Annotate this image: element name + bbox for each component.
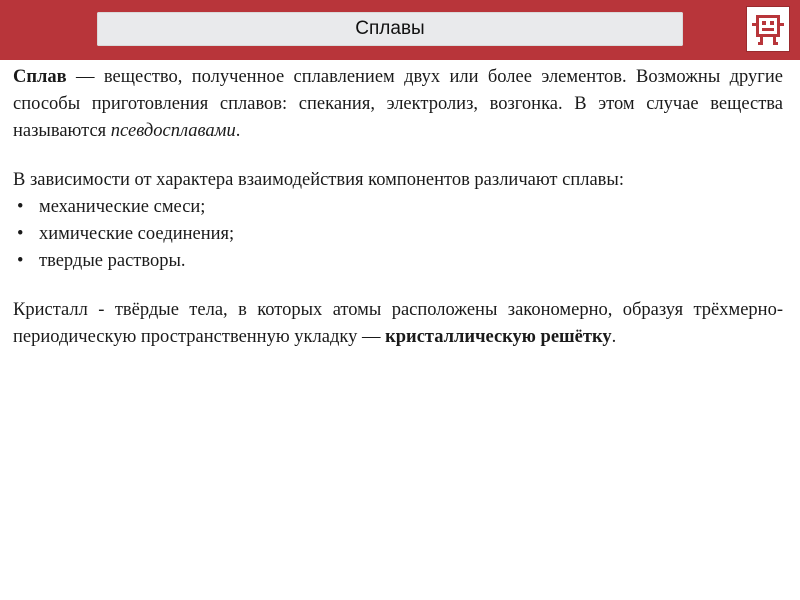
list-item-text: химические соединения; [39,224,235,244]
term-alloy: Сплав [13,67,67,87]
definition-text: вещество, полученное сплавлением двух или более элементов. Возможны другие способы приготовления сплавов: спекания, электролиз, возгонка. В этом случае вещества называются [13,67,783,141]
list-item-text: твердые растворы. [39,251,186,271]
definition-paragraph [13,64,783,145]
crystal-paragraph [13,297,783,351]
list-item [13,194,783,221]
logo [746,6,790,52]
list-item [13,221,783,248]
page-title: Сплавы [355,18,425,39]
list-item [13,248,783,275]
crystal-text: Кристалл - твёрдые тела, в которых атомы расположены закономерно, образуя трёхмерно-периодическую пространственную укладку — [13,300,783,347]
slide-content [13,64,783,351]
title-box [97,12,683,46]
list-item-text: механические смеси; [39,197,206,217]
definition-dash: — [66,67,104,87]
term-crystal-lattice: кристаллическую решётку [385,327,612,347]
bullet-icon: • [17,224,24,244]
alloy-types-list [13,194,783,275]
pixel-robot-icon [747,7,789,51]
term-pseudoalloys: псевдосплавами [110,121,236,141]
bullet-icon: • [17,197,24,217]
definition-end: . [235,121,241,141]
classification-intro: В зависимости от характера взаимодействия компонентов различают сплавы: [13,170,624,190]
bullet-icon: • [17,251,24,271]
crystal-end: . [611,327,617,347]
